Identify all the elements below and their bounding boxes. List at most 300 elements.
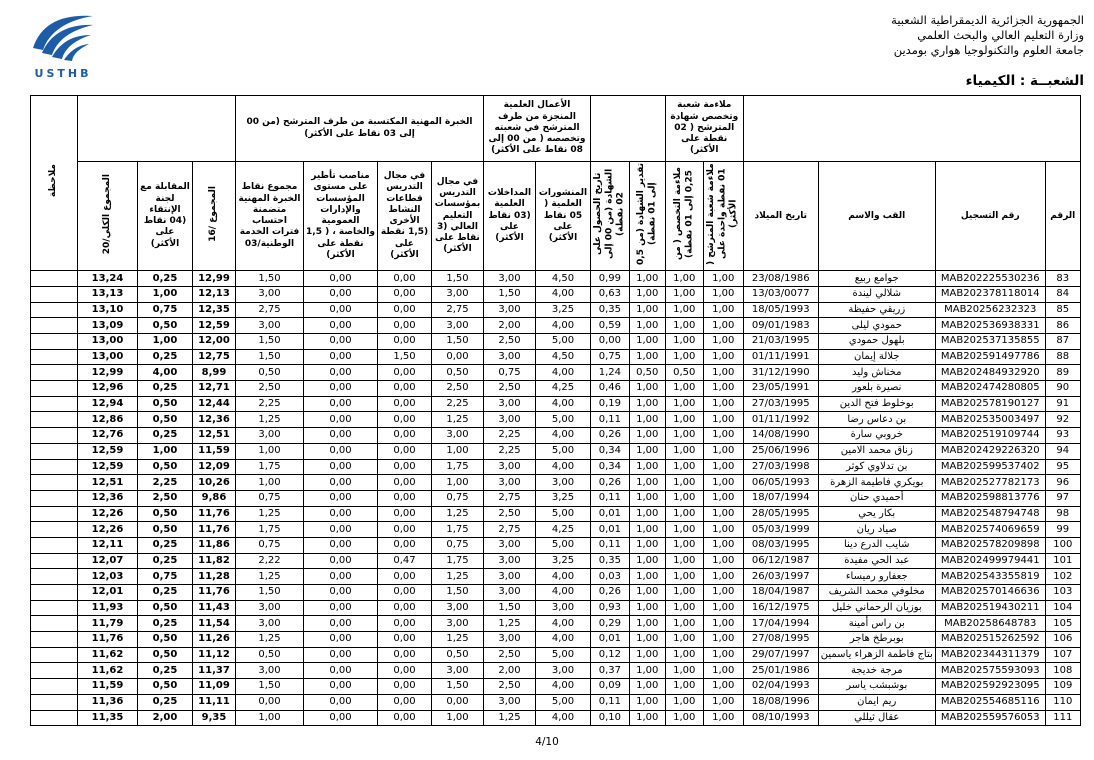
cell-teach-other: 0,00: [378, 694, 432, 710]
cell-teach-other: 0,00: [378, 490, 432, 506]
cell-total16: 11,76: [193, 506, 236, 522]
cell-exp-total: 2,75: [236, 302, 304, 318]
cell-number: 91: [1045, 396, 1080, 412]
cell-number: 98: [1045, 506, 1080, 522]
cell-total16: 12,75: [193, 349, 236, 365]
cell-total20: 12,07: [78, 553, 138, 569]
cell-note: [31, 694, 78, 710]
cell-branch-fit: 1,00: [703, 694, 743, 710]
cell-publications: 4,00: [536, 428, 591, 444]
cell-talks: 2,25: [484, 428, 536, 444]
table-row: [31, 537, 1081, 553]
cell-birthdate: 18/05/1993: [743, 302, 818, 318]
cell-interview: 0,25: [138, 616, 193, 632]
cell-name: بكار يحي: [818, 506, 935, 522]
cell-name: نصيرة بلعور: [818, 381, 935, 397]
cell-degree-date: 0,01: [591, 632, 630, 648]
cell-publications: 4,25: [536, 381, 591, 397]
cell-exp-total: 1,50: [236, 585, 304, 601]
cell-note: [31, 600, 78, 616]
cell-teach-other: 0,00: [378, 302, 432, 318]
cell-total20: 12,59: [78, 443, 138, 459]
cell-spec-fit: 1,00: [665, 428, 703, 444]
cell-note: [31, 334, 78, 350]
department-title: الشعبــة : الكيمياء: [965, 73, 1084, 89]
table-row: [31, 663, 1081, 679]
cell-publications: 3,00: [536, 600, 591, 616]
cell-total16: 11,11: [193, 694, 236, 710]
cell-birthdate: 14/08/1990: [743, 428, 818, 444]
table-row: [31, 522, 1081, 538]
page-number: 4/10: [535, 736, 559, 748]
cell-branch-fit: 1,00: [703, 600, 743, 616]
cell-birthdate: 18/08/1996: [743, 694, 818, 710]
cell-degree-date: 0,11: [591, 490, 630, 506]
cell-exp-total: 0,75: [236, 490, 304, 506]
cell-branch-fit: 1,00: [703, 302, 743, 318]
col-total20: المجموع الكلي/20: [78, 162, 138, 271]
table-row: [31, 459, 1081, 475]
cell-number: 110: [1045, 694, 1080, 710]
cell-degree-grade: 1,00: [629, 553, 665, 569]
cell-supervision: 0,00: [304, 694, 378, 710]
cell-branch-fit: 1,00: [703, 522, 743, 538]
cell-registration: MAB202592923095: [935, 679, 1045, 695]
cell-talks: 2,75: [484, 522, 536, 538]
cell-name: بوشبشب ياسر: [818, 679, 935, 695]
cell-total20: 11,59: [78, 679, 138, 695]
cell-spec-fit: 1,00: [665, 490, 703, 506]
cell-interview: 0,75: [138, 569, 193, 585]
cell-branch-fit: 1,00: [703, 710, 743, 726]
cell-interview: 1,00: [138, 334, 193, 350]
cell-number: 105: [1045, 616, 1080, 632]
cell-talks: 1,25: [484, 616, 536, 632]
cell-interview: 0,25: [138, 537, 193, 553]
cell-spec-fit: 1,00: [665, 694, 703, 710]
cell-supervision: 0,00: [304, 459, 378, 475]
cell-registration: MAB202548794748: [935, 506, 1045, 522]
cell-note: [31, 585, 78, 601]
cell-supervision: 0,00: [304, 365, 378, 381]
cell-publications: 3,00: [536, 475, 591, 491]
cell-registration: MAB202574069659: [935, 522, 1045, 538]
cell-total16: 12,51: [193, 428, 236, 444]
col-exp-total: مجموع نقاط الخبرة المهنية متضمنة احتساب فترات الخدمة الوطنية/03: [236, 162, 304, 271]
cell-note: [31, 490, 78, 506]
cell-note: [31, 553, 78, 569]
cell-interview: 0,75: [138, 302, 193, 318]
cell-supervision: 0,00: [304, 286, 378, 302]
cell-exp-total: 3,00: [236, 616, 304, 632]
cell-total20: 11,93: [78, 600, 138, 616]
cell-teach-other: 0,00: [378, 381, 432, 397]
cell-branch-fit: 1,00: [703, 679, 743, 695]
cell-name: زناق محمد الامين: [818, 443, 935, 459]
cell-birthdate: 01/11/1991: [743, 349, 818, 365]
cell-name: بوبرطخ هاجر: [818, 632, 935, 648]
cell-branch-fit: 1,00: [703, 537, 743, 553]
cell-branch-fit: 1,00: [703, 318, 743, 334]
cell-registration: MAB202225530236: [935, 271, 1045, 287]
cell-degree-grade: 1,00: [629, 271, 665, 287]
cell-publications: 5,00: [536, 506, 591, 522]
cell-talks: 2,00: [484, 318, 536, 334]
group-scientific-works: الأعمال العلمية المنجزة من طرف المترشح في شعبته وتخصصه ( من 00 إلى 08 نقاط على الأكثر): [484, 96, 591, 162]
cell-birthdate: 31/12/1990: [743, 365, 818, 381]
cell-teach-other: 0,00: [378, 616, 432, 632]
cell-interview: 2,25: [138, 475, 193, 491]
group-empty-totals: [78, 96, 236, 162]
cell-name: مخناش وليد: [818, 365, 935, 381]
cell-teach-other: 0,00: [378, 428, 432, 444]
cell-publications: 4,00: [536, 632, 591, 648]
cell-talks: 3,00: [484, 537, 536, 553]
cell-spec-fit: 1,00: [665, 569, 703, 585]
cell-exp-total: 1,50: [236, 679, 304, 695]
cell-degree-grade: 1,00: [629, 710, 665, 726]
cell-spec-fit: 1,00: [665, 412, 703, 428]
cell-teach-higher: 2,75: [432, 302, 484, 318]
cell-degree-date: 0,11: [591, 694, 630, 710]
col-supervision: مناصب تأطير على مستوى المؤسسات والإدارات العمومية والخاصة ، ( 1,5 نقطة على الأكثر): [304, 162, 378, 271]
cell-registration: MAB202578190127: [935, 396, 1045, 412]
cell-publications: 4,00: [536, 710, 591, 726]
cell-note: [31, 396, 78, 412]
cell-total20: 12,36: [78, 490, 138, 506]
col-interview: المقابلة مع لجنة الإنتقاء (04 نقاط على الأكثر): [138, 162, 193, 271]
cell-note: [31, 302, 78, 318]
table-row: [31, 286, 1081, 302]
cell-teach-higher: 1,50: [432, 334, 484, 350]
cell-teach-higher: 3,00: [432, 428, 484, 444]
cell-degree-date: 0,35: [591, 302, 630, 318]
cell-registration: MAB202344311379: [935, 647, 1045, 663]
cell-name: مخلوفي محمد الشريف: [818, 585, 935, 601]
cell-total20: 13,24: [78, 271, 138, 287]
cell-supervision: 0,00: [304, 569, 378, 585]
table-row: [31, 553, 1081, 569]
table-row: [31, 710, 1081, 726]
cell-birthdate: 01/11/1992: [743, 412, 818, 428]
cell-talks: 3,00: [484, 553, 536, 569]
cell-interview: 0,50: [138, 600, 193, 616]
cell-note: [31, 616, 78, 632]
cell-teach-higher: 1,75: [432, 553, 484, 569]
table-row: [31, 490, 1081, 506]
cell-interview: 0,25: [138, 349, 193, 365]
cell-name: بن تدلاوي كوثر: [818, 459, 935, 475]
cell-note: [31, 632, 78, 648]
cell-exp-total: 1,25: [236, 506, 304, 522]
cell-name: حمودي ليلى: [818, 318, 935, 334]
cell-name: خروبي سارة: [818, 428, 935, 444]
cell-interview: 2,00: [138, 710, 193, 726]
cell-teach-other: 0,00: [378, 412, 432, 428]
cell-number: 107: [1045, 647, 1080, 663]
cell-degree-grade: 1,00: [629, 349, 665, 365]
cell-talks: 2,50: [484, 679, 536, 695]
cell-spec-fit: 1,00: [665, 537, 703, 553]
cell-total16: 9,35: [193, 710, 236, 726]
cell-number: 96: [1045, 475, 1080, 491]
cell-registration: MAB202599537402: [935, 459, 1045, 475]
cell-registration: MAB202598813776: [935, 490, 1045, 506]
cell-teach-higher: 0,50: [432, 365, 484, 381]
cell-number: 83: [1045, 271, 1080, 287]
table-row: [31, 616, 1081, 632]
cell-note: [31, 475, 78, 491]
cell-talks: 3,00: [484, 349, 536, 365]
cell-publications: 4,00: [536, 318, 591, 334]
cell-note: [31, 412, 78, 428]
cell-birthdate: 08/10/1993: [743, 710, 818, 726]
cell-number: 108: [1045, 663, 1080, 679]
cell-degree-grade: 1,00: [629, 585, 665, 601]
cell-interview: 2,50: [138, 490, 193, 506]
cell-publications: 4,50: [536, 271, 591, 287]
cell-interview: 0,50: [138, 679, 193, 695]
usthb-logo: [26, 10, 100, 80]
cell-name: صياد ريان: [818, 522, 935, 538]
cell-spec-fit: 1,00: [665, 334, 703, 350]
cell-registration: MAB202559576053: [935, 710, 1045, 726]
col-note: ملاحظة: [31, 96, 78, 271]
cell-branch-fit: 1,00: [703, 506, 743, 522]
cell-publications: 4,00: [536, 585, 591, 601]
cell-degree-grade: 1,00: [629, 428, 665, 444]
table-header: [31, 96, 1081, 271]
cell-note: [31, 318, 78, 334]
cell-birthdate: 27/03/1995: [743, 396, 818, 412]
cell-branch-fit: 1,00: [703, 349, 743, 365]
cell-exp-total: 2,22: [236, 553, 304, 569]
cell-total16: 11,26: [193, 632, 236, 648]
group-suitability: ملاءمة شعبة وتخصص شهادة المترشح ( 02 نقطة على الأكثر): [665, 96, 743, 162]
cell-number: 106: [1045, 632, 1080, 648]
cell-interview: 0,50: [138, 459, 193, 475]
cell-number: 93: [1045, 428, 1080, 444]
cell-birthdate: 18/04/1987: [743, 585, 818, 601]
cell-total16: 12,13: [193, 286, 236, 302]
cell-total20: 12,51: [78, 475, 138, 491]
cell-teach-other: 0,00: [378, 710, 432, 726]
cell-number: 87: [1045, 334, 1080, 350]
cell-interview: 0,50: [138, 506, 193, 522]
cell-registration: MAB202499979441: [935, 553, 1045, 569]
cell-exp-total: 3,00: [236, 663, 304, 679]
cell-total20: 12,96: [78, 381, 138, 397]
cell-number: 109: [1045, 679, 1080, 695]
cell-spec-fit: 1,00: [665, 271, 703, 287]
cell-teach-higher: 1,75: [432, 522, 484, 538]
cell-degree-date: 0,11: [591, 412, 630, 428]
cell-interview: 0,50: [138, 647, 193, 663]
cell-note: [31, 663, 78, 679]
cell-supervision: 0,00: [304, 349, 378, 365]
cell-degree-grade: 1,00: [629, 647, 665, 663]
cell-interview: 0,50: [138, 522, 193, 538]
cell-degree-date: 0,59: [591, 318, 630, 334]
cell-total20: 13,00: [78, 334, 138, 350]
cell-talks: 3,00: [484, 569, 536, 585]
cell-name: شلالي ليندة: [818, 286, 935, 302]
cell-spec-fit: 1,00: [665, 632, 703, 648]
table-row: [31, 381, 1081, 397]
cell-registration: MAB202537135855: [935, 334, 1045, 350]
government-header: [891, 13, 1084, 58]
cell-publications: 4,00: [536, 679, 591, 695]
cell-note: [31, 271, 78, 287]
cell-degree-date: 0,11: [591, 537, 630, 553]
cell-number: 86: [1045, 318, 1080, 334]
cell-spec-fit: 1,00: [665, 506, 703, 522]
cell-spec-fit: 1,00: [665, 396, 703, 412]
cell-degree-grade: 1,00: [629, 302, 665, 318]
cell-birthdate: 02/04/1993: [743, 679, 818, 695]
cell-supervision: 0,00: [304, 490, 378, 506]
cell-note: [31, 537, 78, 553]
cell-supervision: 0,00: [304, 710, 378, 726]
cell-name: بوزيان الرحماني خليل: [818, 600, 935, 616]
cell-teach-higher: 0,00: [432, 349, 484, 365]
cell-birthdate: 21/03/1995: [743, 334, 818, 350]
table-row: [31, 679, 1081, 695]
table-row: [31, 412, 1081, 428]
table-row: [31, 506, 1081, 522]
cell-total16: 11,59: [193, 443, 236, 459]
col-registration: رقم التسجيل: [935, 162, 1045, 271]
table-row: [31, 302, 1081, 318]
cell-total16: 11,82: [193, 553, 236, 569]
cell-degree-grade: 1,00: [629, 396, 665, 412]
cell-degree-grade: 1,00: [629, 459, 665, 475]
cell-teach-other: 0,00: [378, 475, 432, 491]
cell-birthdate: 23/05/1991: [743, 381, 818, 397]
cell-registration: MAB202578209898: [935, 537, 1045, 553]
cell-talks: 3,00: [484, 694, 536, 710]
cell-talks: 2,25: [484, 443, 536, 459]
cell-exp-total: 0,50: [236, 365, 304, 381]
cell-name: بوخلوط فتح الدين: [818, 396, 935, 412]
cell-degree-grade: 1,00: [629, 694, 665, 710]
cell-spec-fit: 1,00: [665, 349, 703, 365]
cell-degree-grade: 1,00: [629, 537, 665, 553]
cell-interview: 0,25: [138, 553, 193, 569]
cell-teach-higher: 3,00: [432, 286, 484, 302]
cell-teach-other: 0,00: [378, 632, 432, 648]
cell-spec-fit: 1,00: [665, 459, 703, 475]
cell-note: [31, 710, 78, 726]
cell-degree-grade: 0,50: [629, 365, 665, 381]
cell-birthdate: 25/01/1986: [743, 663, 818, 679]
cell-branch-fit: 1,00: [703, 553, 743, 569]
cell-degree-date: 0,26: [591, 585, 630, 601]
cell-total16: 11,76: [193, 585, 236, 601]
col-birthdate: تاريخ الميلاد: [743, 162, 818, 271]
cell-talks: 3,00: [484, 302, 536, 318]
cell-total16: 10,26: [193, 475, 236, 491]
cell-total16: 11,37: [193, 663, 236, 679]
cell-interview: 0,25: [138, 381, 193, 397]
cell-birthdate: 18/07/1994: [743, 490, 818, 506]
cell-teach-higher: 1,75: [432, 459, 484, 475]
cell-registration: MAB202554685116: [935, 694, 1045, 710]
cell-teach-higher: 1,25: [432, 632, 484, 648]
cell-exp-total: 0,50: [236, 647, 304, 663]
cell-teach-higher: 0,75: [432, 490, 484, 506]
cell-total20: 12,03: [78, 569, 138, 585]
cell-exp-total: 1,50: [236, 349, 304, 365]
cell-exp-total: 1,00: [236, 710, 304, 726]
table-row: [31, 271, 1081, 287]
cell-note: [31, 506, 78, 522]
cell-name: عقال ثيللي: [818, 710, 935, 726]
cell-degree-grade: 1,00: [629, 616, 665, 632]
cell-teach-higher: 1,00: [432, 475, 484, 491]
cell-total20: 12,76: [78, 428, 138, 444]
cell-note: [31, 381, 78, 397]
col-talks: المداخلات العلمية (03 نقاط على الأكثر): [484, 162, 536, 271]
cell-name: شايب الدرع دينا: [818, 537, 935, 553]
cell-registration: MAB202519109744: [935, 428, 1045, 444]
cell-degree-grade: 1,00: [629, 600, 665, 616]
cell-exp-total: 3,00: [236, 428, 304, 444]
cell-spec-fit: 1,00: [665, 522, 703, 538]
table-row: [31, 428, 1081, 444]
cell-teach-higher: 1,00: [432, 443, 484, 459]
cell-birthdate: 17/04/1994: [743, 616, 818, 632]
col-publications: المنشورات العلمية ( 05 نقاط على الأكثر): [536, 162, 591, 271]
cell-branch-fit: 1,00: [703, 647, 743, 663]
cell-publications: 4,50: [536, 349, 591, 365]
cell-talks: 2,50: [484, 647, 536, 663]
cell-branch-fit: 1,00: [703, 396, 743, 412]
cell-total20: 13,10: [78, 302, 138, 318]
cell-talks: 1,25: [484, 710, 536, 726]
cell-exp-total: 0,00: [236, 694, 304, 710]
cell-note: [31, 459, 78, 475]
cell-teach-other: 0,00: [378, 537, 432, 553]
cell-note: [31, 365, 78, 381]
cell-exp-total: 1,25: [236, 569, 304, 585]
cell-total16: 11,54: [193, 616, 236, 632]
cell-talks: 3,00: [484, 271, 536, 287]
cell-teach-other: 0,00: [378, 647, 432, 663]
cell-total16: 12,44: [193, 396, 236, 412]
cell-talks: 3,00: [484, 585, 536, 601]
cell-number: 100: [1045, 537, 1080, 553]
cell-degree-grade: 1,00: [629, 412, 665, 428]
cell-interview: 0,50: [138, 632, 193, 648]
cell-total16: 11,43: [193, 600, 236, 616]
col-teach-other: في مجال التدريس قطاعات النشاط الأخرى (1,5 نقطة على الأكثر): [378, 162, 432, 271]
cell-birthdate: 26/03/1997: [743, 569, 818, 585]
cell-number: 85: [1045, 302, 1080, 318]
col-name: القب والاسم: [818, 162, 935, 271]
cell-teach-higher: 1,25: [432, 569, 484, 585]
cell-birthdate: 06/12/1987: [743, 553, 818, 569]
cell-talks: 2,50: [484, 334, 536, 350]
cell-note: [31, 522, 78, 538]
cell-publications: 5,00: [536, 412, 591, 428]
cell-registration: MAB202535003497: [935, 412, 1045, 428]
cell-total20: 12,99: [78, 365, 138, 381]
cell-publications: 4,00: [536, 616, 591, 632]
cell-degree-grade: 1,00: [629, 490, 665, 506]
cell-supervision: 0,00: [304, 585, 378, 601]
cell-teach-higher: 1,25: [432, 412, 484, 428]
